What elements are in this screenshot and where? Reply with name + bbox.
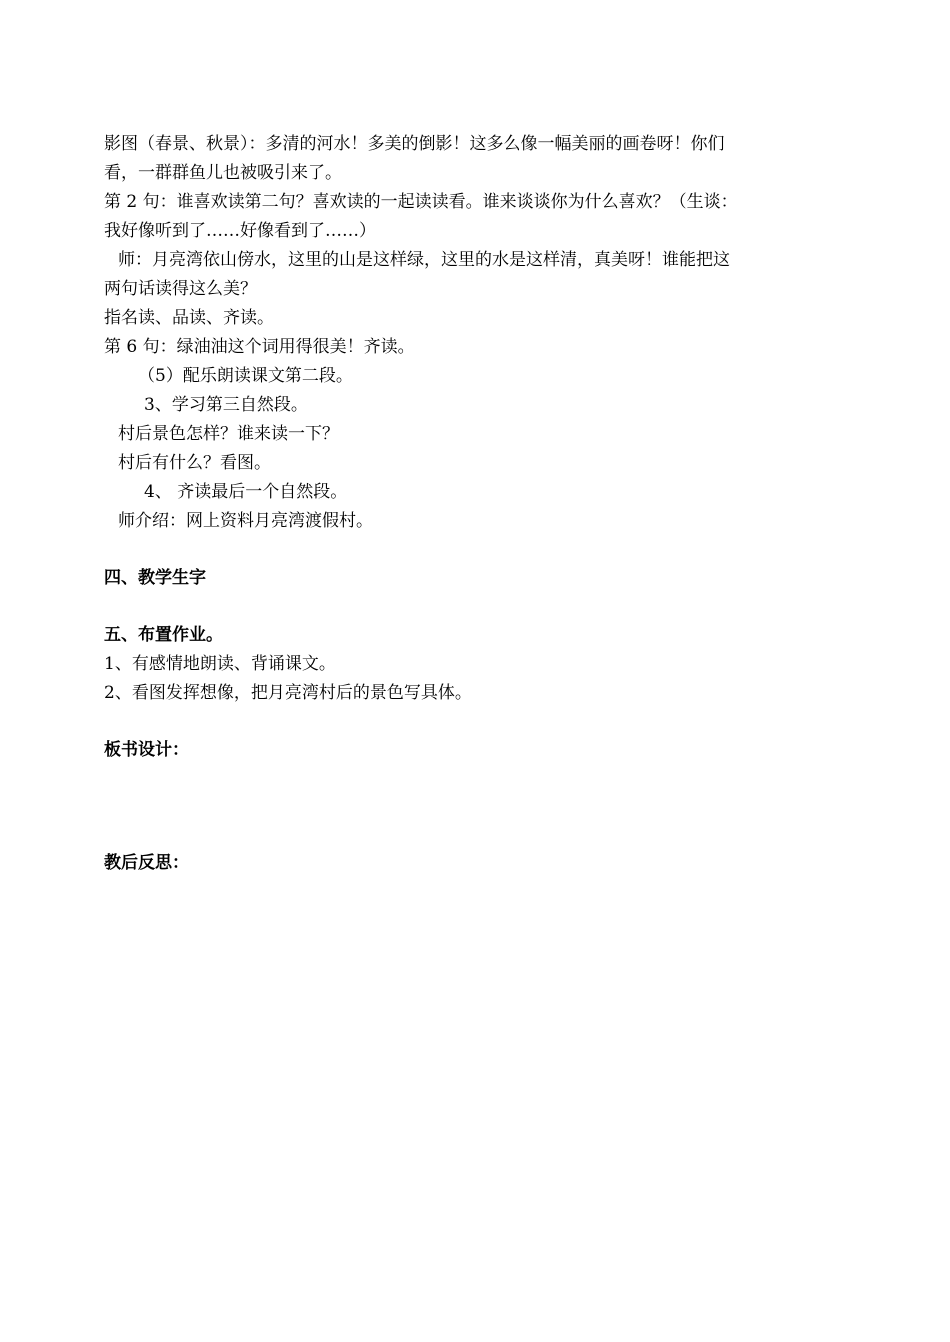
body-line: 4、 齐读最后一个自然段。 bbox=[144, 482, 348, 502]
spacer bbox=[104, 708, 804, 736]
body-line: 两句话读得这么美？ bbox=[104, 279, 257, 299]
section-heading-reflection: 教后反思： bbox=[104, 853, 189, 873]
section-heading-board-design: 板书设计： bbox=[104, 740, 189, 760]
body-line: 指名读、品读、齐读。 bbox=[104, 308, 274, 328]
body-line: 我好像听到了……好像看到了……） bbox=[104, 221, 376, 241]
homework-item: 2、看图发挥想像，把月亮湾村后的景色写具体。 bbox=[104, 683, 472, 703]
spacer bbox=[104, 593, 804, 621]
body-line: 村后有什么？看图。 bbox=[118, 453, 271, 473]
body-line: 看，一群群鱼儿也被吸引来了。 bbox=[104, 163, 342, 183]
body-line: （5）配乐朗读课文第二段。 bbox=[138, 366, 353, 386]
spacer bbox=[104, 765, 804, 849]
section-heading-homework: 五、布置作业。 bbox=[104, 625, 223, 645]
body-line: 师介绍：网上资料月亮湾渡假村。 bbox=[118, 511, 373, 531]
body-line: 第 2 句：谁喜欢读第二句？喜欢读的一起读读看。谁来谈谈你为什么喜欢？（生谈： bbox=[104, 192, 738, 212]
body-line: 影图（春景、秋景）：多清的河水！多美的倒影！这多么像一幅美丽的画卷呀！你们 bbox=[104, 134, 725, 154]
homework-item: 1、有感情地朗读、背诵课文。 bbox=[104, 654, 336, 674]
body-line: 师：月亮湾依山傍水，这里的山是这样绿，这里的水是这样清，真美呀！谁能把这 bbox=[118, 250, 730, 270]
body-line: 第 6 句：绿油油这个词用得很美！齐读。 bbox=[104, 337, 415, 357]
document-page bbox=[104, 130, 804, 878]
body-line: 村后景色怎样？谁来读一下？ bbox=[118, 424, 339, 444]
spacer bbox=[104, 536, 804, 564]
body-line: 3、学习第三自然段。 bbox=[144, 395, 308, 415]
section-heading-teach-characters: 四、教学生字 bbox=[104, 568, 206, 588]
